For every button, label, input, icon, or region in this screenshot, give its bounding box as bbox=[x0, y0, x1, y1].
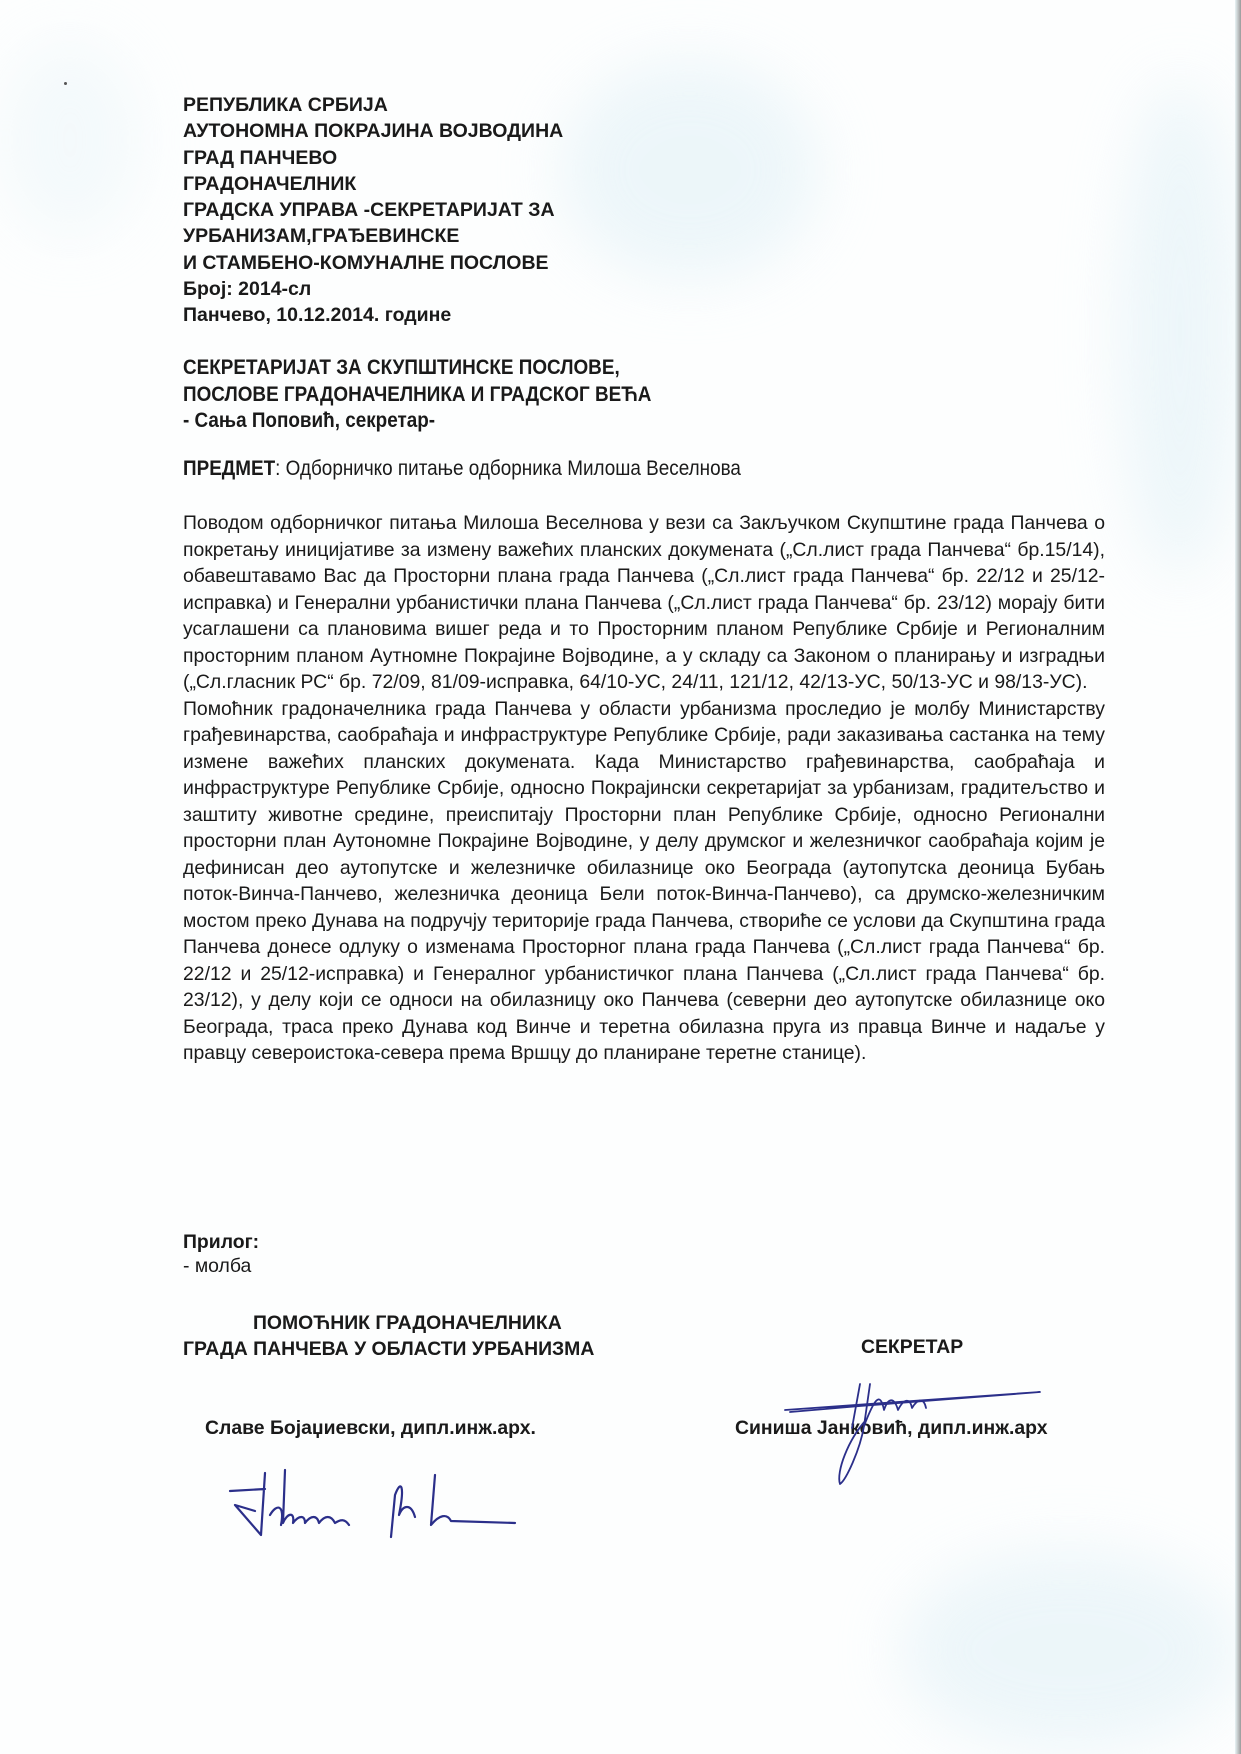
scan-tint bbox=[560, 60, 820, 280]
document-number: Број: 2014-сл bbox=[183, 278, 312, 301]
scan-tint bbox=[1120, 80, 1240, 580]
header-line: ГРАДОНАЧЕЛНИК bbox=[183, 172, 357, 195]
header-line: И СТАМБЕНО-КОМУНАЛНЕ ПОСЛОВЕ bbox=[183, 251, 549, 274]
scan-speck bbox=[64, 82, 67, 85]
letterhead bbox=[183, 92, 563, 329]
attachment-label: Прилог: bbox=[183, 1231, 260, 1253]
left-title-line: ГРАДА ПАНЧЕВА У ОБЛАСТИ УРБАНИЗМА bbox=[183, 1338, 595, 1360]
letter-body bbox=[183, 510, 1105, 1067]
body-paragraph: Помоћник градоначелника града Панчева у области урбанизма проследио је молбу Министарству грађевинарства, саобраћаја и инфраструктуре Републике Србије, ради заказивања састанка на тему измене важећих планских докумената. Када Министарство грађевинарства, саобраћаја и инфраструктуре Републике Србије, односно Покрајински секретаријат за урбанизам, градитељство и заштиту животне средине, преиспитају Просторни план Републике Србије, односно Регионални просторни план Аутономне Покрајине Војводине, у делу друмског и железничког саобраћаја којим је дефинисан део аутопутске и железничке обилазнице око Београда (аутопутска деоница Бубањ поток-Винча-Панчево, железничка деоница Бели поток-Винча-Панчево), са друмско-железничким мостом преко Дунава на подручју територије града Панчева, створиће се услови да Скупштина града Панчева донесе одлуку о изменама Просторног плана града Панчева („Сл.лист града Панчева“ бр. 22/12 и 25/12-исправка) и Генералног урбанистичког плана Панчева („Сл.лист града Панчева“ бр. 23/12), у делу који се односи на обилазницу око Панчева (северни део аутопутске обилазнице око Београда, траса преко Дунава код Винче и теретна обилазна пруга из правца Винче и надаље у правцу североистока-севера према Вршцу до планиране теретне станице). bbox=[183, 697, 1105, 1064]
left-signatory-title bbox=[183, 1310, 594, 1362]
left-signatory-name: Славе Бојаџиевски, дипл.инж.арх. bbox=[205, 1417, 536, 1439]
right-handwritten-signature bbox=[780, 1380, 1050, 1490]
left-handwritten-signature bbox=[225, 1465, 555, 1545]
left-title-line: ПОМОЋНИК ГРАДОНАЧЕЛНИКА bbox=[253, 1312, 562, 1334]
recipient-line: ПОСЛОВЕ ГРАДОНАЧЕЛНИКА И ГРАДСКОГ ВЕЋА bbox=[183, 382, 652, 406]
header-line: УРБАНИЗАМ,ГРАЂЕВИНСКЕ bbox=[183, 225, 460, 248]
subject-line bbox=[183, 457, 741, 481]
header-line: РЕПУБЛИКА СРБИЈА bbox=[183, 94, 388, 116]
recipient-block bbox=[183, 355, 651, 435]
header-line: АУТОНОМНА ПОКРАЈИНА ВОЈВОДИНА bbox=[183, 120, 564, 143]
recipient-person: - Сања Поповић, секретар- bbox=[183, 409, 436, 432]
document-date: Панчево, 10.12.2014. године bbox=[183, 304, 452, 327]
subject-label: ПРЕДМЕТ bbox=[183, 457, 276, 480]
subject-text: Одборничко питање одборника Милоша Веселнова bbox=[285, 457, 741, 480]
subject-separator: : bbox=[275, 457, 286, 480]
recipient-line: СЕКРЕТАРИЈАТ ЗА СКУПШТИНСКЕ ПОСЛОВЕ, bbox=[183, 356, 620, 379]
scan-tint bbox=[0, 40, 140, 240]
header-line: ГРАДСКА УПРАВА -СЕКРЕТАРИЈАТ ЗА bbox=[183, 199, 555, 222]
right-signatory-title: СЕКРЕТАР bbox=[861, 1336, 964, 1358]
header-line: ГРАД ПАНЧЕВО bbox=[183, 146, 338, 169]
attachment-block bbox=[183, 1230, 259, 1278]
scan-edge bbox=[1235, 0, 1241, 1754]
scan-tint bbox=[900, 1550, 1240, 1750]
right-signatory-name: Синиша Јанковић, дипл.инж.арх bbox=[735, 1417, 1048, 1439]
body-paragraph: Поводом одборничког питања Милоша Веселнова у вези са Закључком Скупштине града Панчева о покретању иницијативе за измену важећих планских докумената („Сл.лист града Панчева“ бр.15/14), обавештавамо Вас да Просторни плана града Панчева („Сл.лист града Панчева“ бр. 22/12 и 25/12-исправка) и Генерални урбанистички плана Панчева („Сл.лист града Панчева“ бр. 23/12) морају бити усаглашени са плановима вишег реда и то Просторним планом Републике Србије и Регионалним просторним планом Аутномне Покрајине Војводине, а у складу са Законом о планирању и изградњи („Сл.гласник РС“ бр. 72/09, 81/09-исправка, 64/10-УС, 24/11, 121/12, 42/13-УС, 50/13-УС и 98/13-УС). bbox=[183, 512, 1105, 693]
attachment-item: - молба bbox=[183, 1255, 252, 1277]
